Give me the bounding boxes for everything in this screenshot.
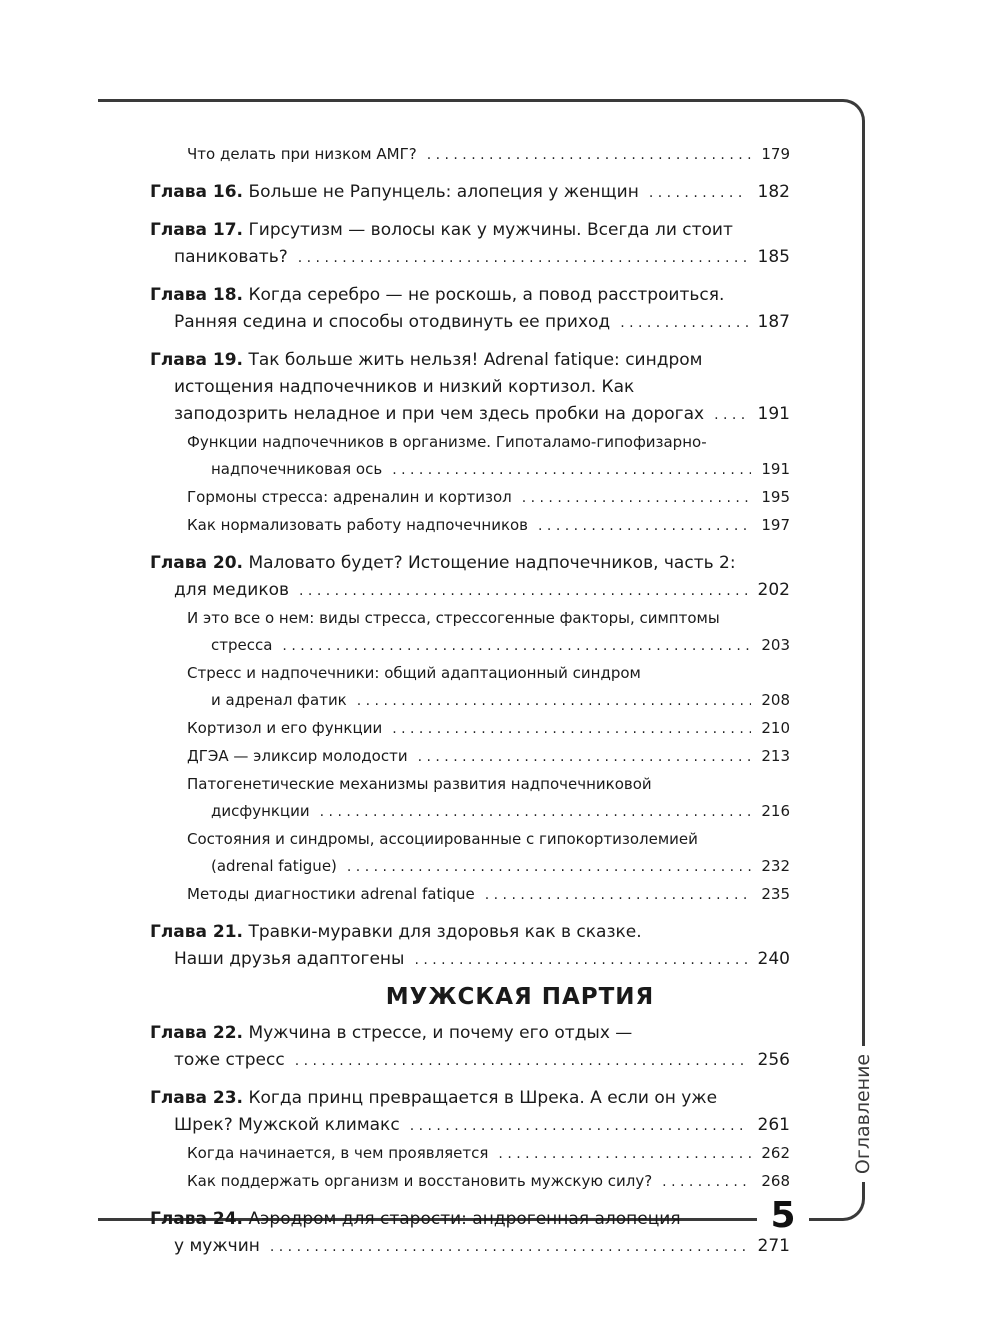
chapter-number: Глава 20. (150, 553, 244, 573)
dot-leader (427, 142, 752, 169)
dot-leader (282, 633, 751, 660)
toc-page-number: 179 (761, 145, 790, 163)
toc-entry-text: Кортизол и его функции (187, 719, 383, 737)
toc-chapter-entry[interactable] (150, 1020, 790, 1075)
chapter-number: Глава 24. (150, 1209, 244, 1229)
toc-entry-text: стресса (211, 636, 273, 654)
toc-entry-text: ДГЭА — эликсир молодости (187, 747, 408, 765)
toc-page-number: 210 (761, 719, 790, 737)
toc-subsection-entry[interactable] (150, 484, 790, 512)
toc-page-number: 197 (761, 516, 790, 534)
toc-entry-title-line (187, 830, 698, 848)
toc-entry-text: Функции надпочечников в организме. Гипоталамо-гипофизарно- (187, 433, 707, 451)
toc-entry-title-line (187, 609, 720, 627)
toc-entry-title-line (187, 881, 475, 908)
toc-subsection-entry[interactable] (150, 826, 790, 881)
toc-entry-text: Маловато будет? Истощение надпочечников, часть 2: (248, 553, 736, 573)
toc-entry-title-line (211, 853, 337, 880)
spacer (150, 1196, 790, 1206)
toc-page-number: 185 (757, 247, 790, 267)
toc-page-number: 232 (761, 857, 790, 875)
dot-leader (418, 744, 752, 771)
toc-subsection-entry[interactable] (150, 512, 790, 540)
toc-page-number: 240 (757, 949, 790, 969)
toc-entry-title-line (187, 775, 652, 793)
toc-page-number: 271 (757, 1236, 790, 1256)
toc-entry-text: паниковать? (174, 247, 288, 267)
toc-entry-text: и адренал фатик (211, 691, 347, 709)
spacer (150, 1075, 790, 1085)
toc-page-number: 261 (757, 1115, 790, 1135)
table-of-contents (150, 141, 790, 1261)
toc-entry-text: Как нормализовать работу надпочечников (187, 516, 529, 534)
toc-entry-title-line (150, 1088, 717, 1108)
toc-page-number: 213 (761, 747, 790, 765)
toc-entry-title-line (187, 484, 512, 511)
dot-leader (649, 180, 748, 207)
toc-entry-text: Гормоны стресса: адреналин и кортизол (187, 488, 512, 506)
toc-entry-title-line (211, 632, 272, 659)
toc-entry-title-line (187, 715, 382, 742)
toc-entry-title-line (150, 220, 733, 240)
section-title: МУЖСКАЯ ПАРТИЯ (385, 984, 655, 1010)
toc-subsection-entry[interactable] (150, 660, 790, 715)
toc-entry-title-line (174, 1233, 260, 1260)
toc-entry-text: Больше не Рапунцель: алопеция у женщин (248, 182, 639, 202)
toc-entry-text: (adrenal fatigue) (211, 857, 337, 875)
toc-subsection-entry[interactable] (150, 771, 790, 826)
toc-page-number: 191 (761, 460, 790, 478)
toc-entry-title-line (174, 946, 404, 973)
toc-entry-text: Аэродром для старости: андрогенная алопеция (248, 1209, 681, 1229)
toc-entry-title-line (150, 350, 702, 370)
toc-entry-title-line (174, 1112, 400, 1139)
spacer (150, 909, 790, 919)
toc-entry-title-line (187, 1140, 488, 1167)
spacer (150, 169, 790, 179)
chapter-number: Глава 23. (150, 1088, 244, 1108)
toc-entry-text: Когда серебро — не роскошь, а повод расстроиться. (248, 285, 725, 305)
toc-entry-text: И это все о нем: виды стресса, стрессогенные факторы, симптомы (187, 609, 720, 627)
toc-page-number: 191 (757, 404, 790, 424)
dot-leader (295, 1048, 748, 1075)
toc-chapter-entry[interactable] (150, 919, 790, 974)
toc-entry-title-line (187, 1168, 652, 1195)
toc-entry-title-line (187, 743, 408, 770)
dot-leader (498, 1141, 751, 1168)
toc-entry-text: надпочечниковая ось (211, 460, 383, 478)
toc-entry-text: для медиков (174, 580, 290, 600)
toc-page-number: 268 (761, 1172, 790, 1190)
toc-page-number: 216 (761, 802, 790, 820)
spacer (150, 337, 790, 347)
chapter-number: Глава 16. (150, 182, 244, 202)
dot-leader (522, 485, 752, 512)
dot-leader (414, 947, 747, 974)
toc-entry-text: Так больше жить нельзя! Adrenal fatique: синдром (248, 350, 703, 370)
toc-entry-title-line (174, 377, 634, 397)
toc-entry-text: Методы диагностики adrenal fatique (187, 885, 475, 903)
toc-entry-title-line (174, 1047, 285, 1074)
toc-entry-title-line (174, 577, 289, 604)
dot-leader (392, 716, 751, 743)
page-number: 5 (757, 1192, 809, 1240)
spacer (150, 207, 790, 217)
toc-entry-title-line (187, 664, 641, 682)
toc-entry-text: дисфункции (211, 802, 310, 820)
toc-subsection-entry[interactable] (150, 605, 790, 660)
dot-leader (485, 882, 752, 909)
toc-page-number: 235 (761, 885, 790, 903)
dot-leader (392, 457, 751, 484)
toc-entry-title-line (150, 1209, 681, 1229)
dot-leader (347, 854, 751, 881)
chapter-number: Глава 19. (150, 350, 244, 370)
toc-entry-title-line (174, 309, 610, 336)
toc-page-number: 202 (757, 580, 790, 600)
toc-page-number: 256 (757, 1050, 790, 1070)
toc-page-number: 195 (761, 488, 790, 506)
toc-page-number: 182 (757, 182, 790, 202)
toc-entry-text: Что делать при низком АМГ? (187, 145, 417, 163)
toc-page-number: 203 (761, 636, 790, 654)
toc-chapter-entry[interactable] (150, 217, 790, 272)
toc-entry-title-line (150, 1023, 632, 1043)
toc-chapter-entry[interactable] (150, 347, 790, 429)
toc-chapter-entry[interactable] (150, 179, 790, 207)
toc-chapter-entry[interactable] (150, 1085, 790, 1140)
toc-entry-title-line (174, 401, 704, 428)
toc-subsection-entry[interactable] (150, 743, 790, 771)
chapter-number: Глава 22. (150, 1023, 244, 1043)
chapter-number: Глава 21. (150, 922, 244, 942)
toc-entry-text: заподозрить неладное и при чем здесь пробки на дорогах (174, 404, 705, 424)
toc-entry-title-line (150, 922, 642, 942)
toc-entry-title-line (187, 512, 528, 539)
toc-entry-text: Мужчина в стрессе, и почему его отдых — (248, 1023, 633, 1043)
toc-entry-title-line (150, 179, 639, 206)
dot-leader (410, 1113, 748, 1140)
toc-entry-title-line (211, 798, 310, 825)
toc-entry-title-line (211, 456, 382, 483)
toc-entry-title-line (150, 285, 724, 305)
toc-entry-title-line (187, 141, 417, 168)
toc-chapter-entry[interactable] (150, 1206, 790, 1261)
toc-entry-text: Наши друзья адаптогены (174, 949, 405, 969)
toc-entry-text: Как поддержать организм и восстановить мужскую силу? (187, 1172, 653, 1190)
dot-leader (714, 402, 747, 429)
toc-entry-title-line (150, 553, 736, 573)
toc-subsection-entry[interactable] (150, 715, 790, 743)
toc-entry-title-line (211, 687, 347, 714)
dot-leader (662, 1169, 751, 1196)
toc-entry-title-line (187, 433, 707, 451)
toc-entry-text: Шрек? Мужской климакс (174, 1115, 400, 1135)
dot-leader (270, 1234, 748, 1261)
side-label-text: Оглавление (852, 1053, 874, 1175)
toc-subsection-entry[interactable] (150, 881, 790, 909)
toc-page-number: 187 (757, 312, 790, 332)
toc-entry-text: Когда начинается, в чем проявляется (187, 1144, 489, 1162)
toc-entry-text: Патогенетические механизмы развития надпочечниковой (187, 775, 652, 793)
toc-entry-text: Ранняя седина и способы отодвинуть ее приход (174, 312, 611, 332)
chapter-number: Глава 18. (150, 285, 244, 305)
toc-page-number: 262 (761, 1144, 790, 1162)
dot-leader (298, 245, 748, 272)
toc-subsection-entry[interactable] (150, 1140, 790, 1168)
toc-entry-text: Травки-муравки для здоровья как в сказке. (248, 922, 642, 942)
toc-subsection-entry[interactable] (150, 1168, 790, 1196)
spacer (150, 272, 790, 282)
toc-subsection-entry[interactable] (150, 429, 790, 484)
dot-leader (538, 513, 751, 540)
toc-entry-text: тоже стресс (174, 1050, 285, 1070)
toc-entry-text: Состояния и синдромы, ассоциированные с гипокортизолемией (187, 830, 698, 848)
chapter-number: Глава 17. (150, 220, 244, 240)
toc-entry-text: Стресс и надпочечники: общий адаптационный синдром (187, 664, 641, 682)
dot-leader (620, 310, 747, 337)
toc-entry-title-line (174, 244, 288, 271)
toc-chapter-entry[interactable] (150, 282, 790, 337)
dot-leader (357, 688, 752, 715)
toc-entry-text: у мужчин (174, 1236, 260, 1256)
toc-entry-text: Когда принц превращается в Шрека. А если он уже (248, 1088, 718, 1108)
spacer (150, 540, 790, 550)
side-section-label (845, 1046, 881, 1182)
toc-page-number: 208 (761, 691, 790, 709)
toc-subsection-entry[interactable] (150, 141, 790, 169)
dot-leader (320, 799, 752, 826)
toc-entry-text: истощения надпочечников и низкий кортизол. Как (174, 377, 635, 397)
toc-entry-text: Гирсутизм — волосы как у мужчины. Всегда ли стоит (248, 220, 733, 240)
dot-leader (299, 578, 748, 605)
toc-chapter-entry[interactable] (150, 550, 790, 605)
